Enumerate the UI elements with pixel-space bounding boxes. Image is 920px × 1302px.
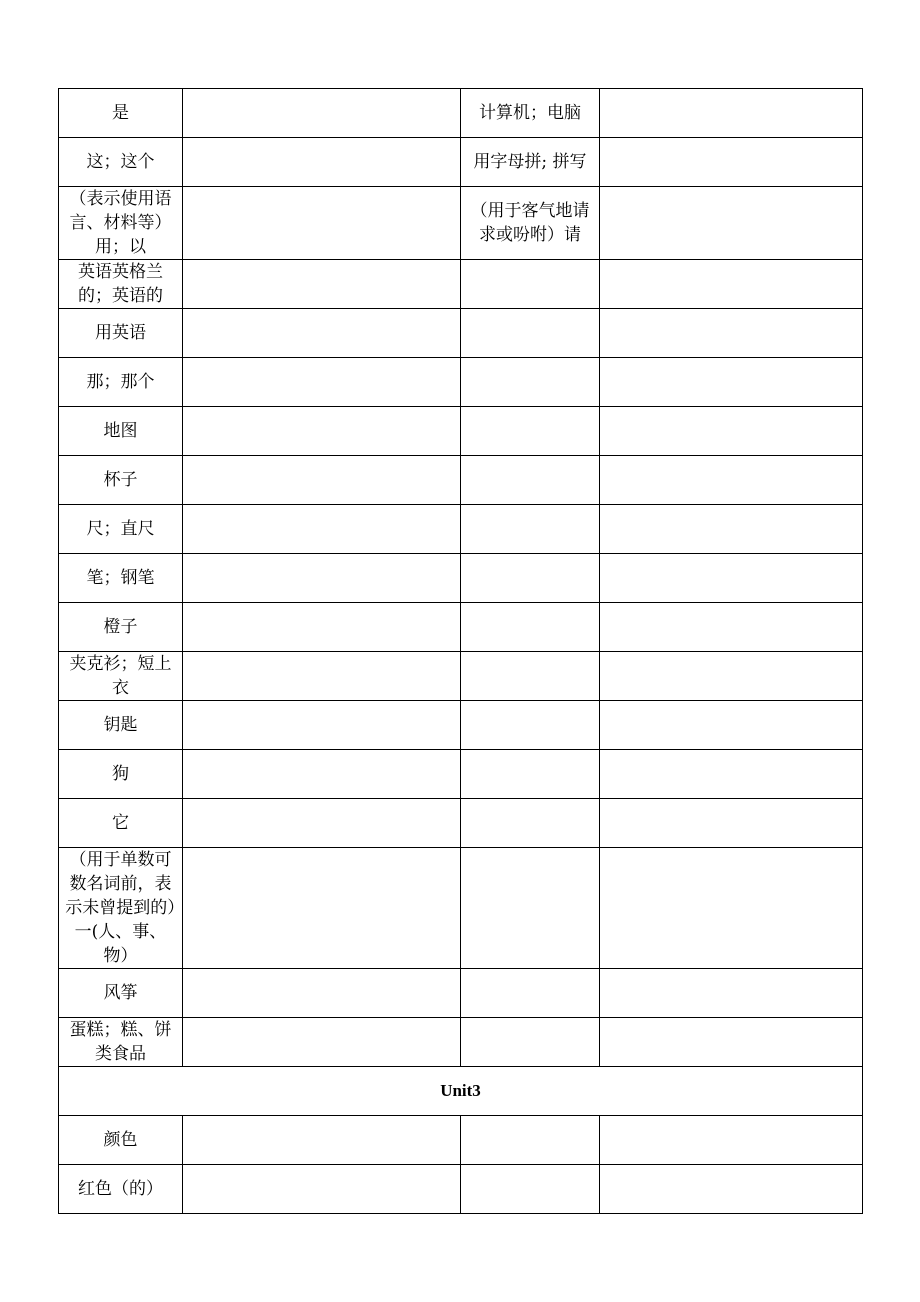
answer-cell bbox=[600, 187, 863, 260]
table-row bbox=[59, 309, 863, 358]
table-row bbox=[59, 750, 863, 799]
table-row bbox=[59, 652, 863, 701]
table-row bbox=[59, 1018, 863, 1067]
chinese-meaning-cell: 狗 bbox=[59, 750, 183, 799]
answer-cell bbox=[600, 260, 863, 309]
chinese-meaning-cell bbox=[461, 1018, 600, 1067]
chinese-meaning-cell: 那；那个 bbox=[59, 358, 183, 407]
chinese-meaning-cell: 这；这个 bbox=[59, 138, 183, 187]
answer-cell bbox=[600, 456, 863, 505]
answer-cell bbox=[600, 701, 863, 750]
answer-cell bbox=[183, 309, 461, 358]
table-row bbox=[59, 1116, 863, 1165]
vocabulary-page bbox=[58, 88, 862, 1214]
chinese-meaning-cell: （用于客气地请求或吩咐）请 bbox=[461, 187, 600, 260]
answer-cell bbox=[600, 1018, 863, 1067]
chinese-meaning-cell: 地图 bbox=[59, 407, 183, 456]
answer-cell bbox=[183, 138, 461, 187]
answer-cell bbox=[600, 652, 863, 701]
answer-cell bbox=[183, 554, 461, 603]
answer-cell bbox=[183, 969, 461, 1018]
chinese-meaning-cell: 夹克衫；短上衣 bbox=[59, 652, 183, 701]
answer-cell bbox=[600, 750, 863, 799]
table-row bbox=[59, 848, 863, 969]
chinese-meaning-cell: 它 bbox=[59, 799, 183, 848]
answer-cell bbox=[600, 603, 863, 652]
table-row bbox=[59, 1165, 863, 1214]
chinese-meaning-cell: 是 bbox=[59, 89, 183, 138]
unit-heading: Unit3 bbox=[59, 1067, 863, 1116]
answer-cell bbox=[600, 554, 863, 603]
table-row bbox=[59, 799, 863, 848]
chinese-meaning-cell bbox=[461, 407, 600, 456]
answer-cell bbox=[183, 407, 461, 456]
chinese-meaning-cell bbox=[461, 1116, 600, 1165]
answer-cell bbox=[183, 89, 461, 138]
answer-cell bbox=[183, 187, 461, 260]
table-row bbox=[59, 701, 863, 750]
table-row bbox=[59, 456, 863, 505]
vocabulary-table bbox=[58, 88, 863, 1214]
chinese-meaning-cell bbox=[461, 456, 600, 505]
answer-cell bbox=[600, 969, 863, 1018]
chinese-meaning-cell bbox=[461, 1165, 600, 1214]
chinese-meaning-cell bbox=[461, 603, 600, 652]
chinese-meaning-cell: （表示使用语言、材料等）用；以 bbox=[59, 187, 183, 260]
answer-cell bbox=[183, 1116, 461, 1165]
table-row bbox=[59, 260, 863, 309]
chinese-meaning-cell: 用字母拼; 拼写 bbox=[461, 138, 600, 187]
answer-cell bbox=[183, 701, 461, 750]
table-row bbox=[59, 89, 863, 138]
answer-cell bbox=[600, 407, 863, 456]
chinese-meaning-cell: 橙子 bbox=[59, 603, 183, 652]
answer-cell bbox=[183, 505, 461, 554]
answer-cell bbox=[183, 848, 461, 969]
answer-cell bbox=[183, 260, 461, 309]
answer-cell bbox=[183, 799, 461, 848]
chinese-meaning-cell: 尺；直尺 bbox=[59, 505, 183, 554]
chinese-meaning-cell: 笔；钢笔 bbox=[59, 554, 183, 603]
answer-cell bbox=[600, 1165, 863, 1214]
answer-cell bbox=[600, 505, 863, 554]
chinese-meaning-cell: 杯子 bbox=[59, 456, 183, 505]
chinese-meaning-cell: 蛋糕；糕、饼类食品 bbox=[59, 1018, 183, 1067]
answer-cell bbox=[183, 456, 461, 505]
answer-cell bbox=[183, 1165, 461, 1214]
table-row bbox=[59, 554, 863, 603]
answer-cell bbox=[600, 358, 863, 407]
chinese-meaning-cell: 颜色 bbox=[59, 1116, 183, 1165]
answer-cell bbox=[600, 89, 863, 138]
chinese-meaning-cell bbox=[461, 799, 600, 848]
chinese-meaning-cell bbox=[461, 652, 600, 701]
chinese-meaning-cell: 红色（的） bbox=[59, 1165, 183, 1214]
chinese-meaning-cell bbox=[461, 701, 600, 750]
chinese-meaning-cell bbox=[461, 260, 600, 309]
answer-cell bbox=[600, 138, 863, 187]
answer-cell bbox=[183, 750, 461, 799]
chinese-meaning-cell bbox=[461, 969, 600, 1018]
table-row bbox=[59, 969, 863, 1018]
chinese-meaning-cell: 计算机；电脑 bbox=[461, 89, 600, 138]
unit-heading-row bbox=[59, 1067, 863, 1116]
answer-cell bbox=[183, 652, 461, 701]
answer-cell bbox=[600, 309, 863, 358]
table-row bbox=[59, 603, 863, 652]
answer-cell bbox=[183, 1018, 461, 1067]
answer-cell bbox=[600, 1116, 863, 1165]
answer-cell bbox=[183, 603, 461, 652]
chinese-meaning-cell bbox=[461, 750, 600, 799]
chinese-meaning-cell: （用于单数可数名词前，表示未曾提到的）一(人、事、物） bbox=[59, 848, 183, 969]
chinese-meaning-cell bbox=[461, 309, 600, 358]
answer-cell bbox=[600, 799, 863, 848]
table-row bbox=[59, 358, 863, 407]
chinese-meaning-cell: 风筝 bbox=[59, 969, 183, 1018]
table-row bbox=[59, 187, 863, 260]
chinese-meaning-cell: 英语英格兰的；英语的 bbox=[59, 260, 183, 309]
table-row bbox=[59, 407, 863, 456]
answer-cell bbox=[183, 358, 461, 407]
table-row bbox=[59, 505, 863, 554]
table-row bbox=[59, 138, 863, 187]
chinese-meaning-cell: 钥匙 bbox=[59, 701, 183, 750]
chinese-meaning-cell: 用英语 bbox=[59, 309, 183, 358]
chinese-meaning-cell bbox=[461, 554, 600, 603]
chinese-meaning-cell bbox=[461, 848, 600, 969]
chinese-meaning-cell bbox=[461, 358, 600, 407]
answer-cell bbox=[600, 848, 863, 969]
chinese-meaning-cell bbox=[461, 505, 600, 554]
